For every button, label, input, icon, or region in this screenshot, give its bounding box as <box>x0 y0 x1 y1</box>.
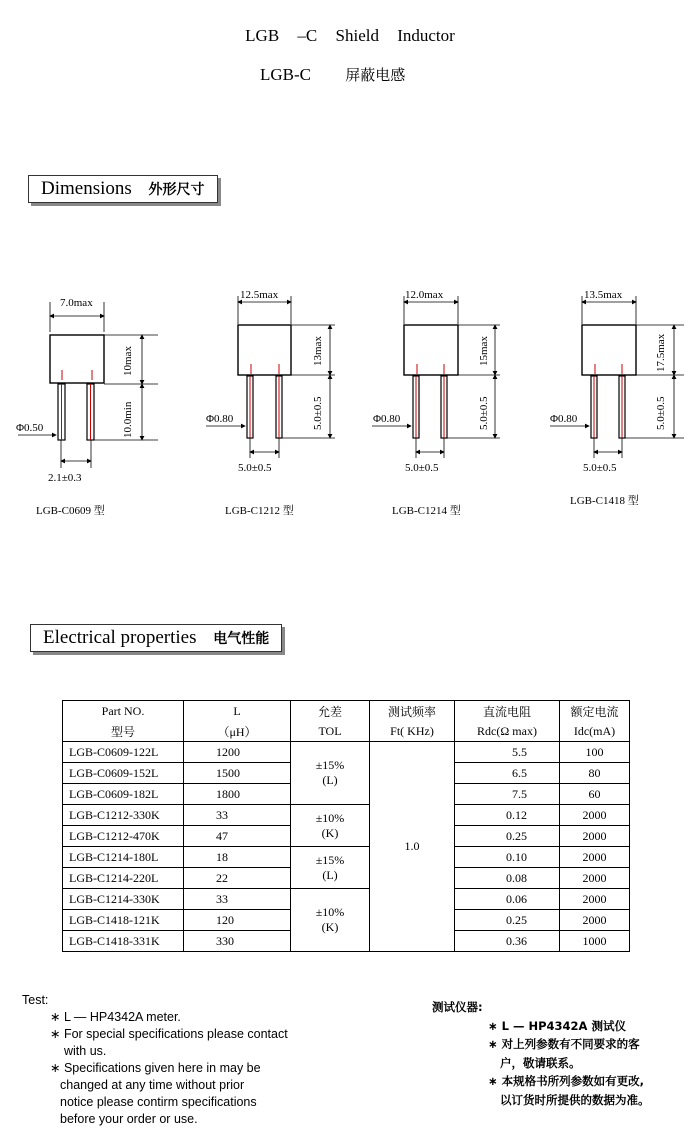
c1418-height-label: 17.5max <box>655 333 667 372</box>
notes-cn-item: 户，敬请联系。 <box>500 1055 581 1070</box>
tol-code: (K) <box>321 920 339 934</box>
header-tol: 允差 <box>291 701 370 722</box>
cell-idc: 80 <box>560 763 630 784</box>
subtitle-cn: 屏蔽电感 <box>345 66 406 84</box>
test-notes-cn <box>432 998 692 1109</box>
cell-l: 1800 <box>184 784 291 805</box>
cell-tol-group <box>291 847 370 889</box>
cell-tol-group <box>291 805 370 847</box>
header-freq: 测试频率 <box>370 701 455 722</box>
tol-code: (L) <box>322 773 338 787</box>
table-header-row-bottom <box>63 721 630 742</box>
dimensions-label-cn: 外形尺寸 <box>148 182 205 198</box>
drawing-c1418 <box>550 289 684 507</box>
cell-idc: 1000 <box>560 931 630 952</box>
header-l-unit: （μH） <box>184 721 291 742</box>
dimension-drawings <box>0 280 700 525</box>
cell-idc: 2000 <box>560 868 630 889</box>
header-rdc: 直流电阻 <box>455 701 560 722</box>
cell-rdc: 0.06 <box>455 889 560 910</box>
c1212-height-label: 13max <box>312 336 324 366</box>
c0609-lead-length-label: 10.0min <box>122 401 134 438</box>
cell-idc: 2000 <box>560 826 630 847</box>
tol-value: ±15% <box>315 852 345 867</box>
notes-en-heading: Test: <box>22 993 49 1007</box>
c1418-pitch-label: 5.0±0.5 <box>583 462 617 474</box>
cell-part: LGB-C1214-180L <box>63 847 184 868</box>
dimensions-label-en: Dimensions <box>41 178 132 199</box>
notes-en-item: changed at any time without prior <box>60 1078 245 1092</box>
cell-idc: 2000 <box>560 805 630 826</box>
c0609-pitch-label: 2.1±0.3 <box>48 472 82 484</box>
table-row <box>63 805 630 826</box>
notes-en-item: ∗ L — HP4342A meter. <box>50 1010 181 1024</box>
c1212-lead-length-label: 5.0±0.5 <box>312 396 324 430</box>
table-row <box>63 742 630 763</box>
tol-value: ±10% <box>315 810 345 825</box>
tol-code: (L) <box>322 867 338 882</box>
cell-part: LGB-C0609-152L <box>63 763 184 784</box>
cell-part: LGB-C1418-121K <box>63 910 184 931</box>
table-row <box>63 847 630 868</box>
electrical-heading <box>30 624 282 652</box>
header-rdc-unit: Rdc(Ω max) <box>455 721 560 742</box>
cell-part: LGB-C1212-330K <box>63 805 184 826</box>
header-freq-unit: Ft( KHz) <box>370 721 455 742</box>
cell-l: 120 <box>184 910 291 931</box>
table-row <box>63 889 630 910</box>
notes-en-item: notice please contirm specifications <box>60 1095 257 1109</box>
notes-cn-item: ∗ L — HP4342A 测试仪 <box>488 1018 626 1033</box>
document-subtitle <box>260 64 405 85</box>
cell-part: LGB-C1212-470K <box>63 826 184 847</box>
tol-code: (K) <box>321 825 339 840</box>
cell-l: 1200 <box>184 742 291 763</box>
cell-l: 330 <box>184 931 291 952</box>
cell-rdc: 0.12 <box>455 805 560 826</box>
notes-cn-item: 以订货时所提供的数据为准。 <box>500 1092 650 1107</box>
cell-l: 18 <box>184 847 291 868</box>
cell-part: LGB-C0609-122L <box>63 742 184 763</box>
drawing-c1214 <box>372 289 500 517</box>
cell-rdc: 6.5 <box>455 763 560 784</box>
c1214-lead-dia-label: Φ0.80 <box>373 413 401 425</box>
c1418-model-label: LGB-C1418 型 <box>570 495 639 507</box>
header-idc: 额定电流 <box>560 701 630 722</box>
header-l: L <box>184 701 291 722</box>
electrical-label-cn: 电气性能 <box>213 631 270 647</box>
subtitle-code: LGB-C <box>260 65 311 84</box>
cell-tol-group <box>291 889 370 952</box>
c1418-lead-length-label: 5.0±0.5 <box>655 396 667 430</box>
notes-en-item: before your order or use. <box>60 1112 198 1126</box>
cell-part: LGB-C1214-330K <box>63 889 184 910</box>
c1214-lead-length-label: 5.0±0.5 <box>478 396 490 430</box>
c1418-width-label: 13.5max <box>584 289 623 301</box>
notes-en-item: with us. <box>64 1044 107 1058</box>
header-part-cn: 型号 <box>63 721 184 742</box>
c1212-width-label: 12.5max <box>240 289 279 301</box>
cell-rdc: 5.5 <box>455 742 560 763</box>
header-tol-en: TOL <box>291 721 370 742</box>
cell-l: 47 <box>184 826 291 847</box>
notes-cn-heading: 测试仪器: <box>432 1000 483 1014</box>
c1214-model-label: LGB-C1214 型 <box>392 505 461 517</box>
c0609-model-label: LGB-C0609 型 <box>36 505 105 517</box>
cell-rdc: 0.10 <box>455 847 560 868</box>
notes-en-item: ∗ For special specifications please contact <box>50 1027 288 1041</box>
c1214-width-label: 12.0max <box>405 289 444 301</box>
c1214-height-label: 15max <box>478 336 490 366</box>
cell-idc: 2000 <box>560 889 630 910</box>
c1212-model-label: LGB-C1212 型 <box>225 505 294 517</box>
document-title: LGB –C Shield Inductor <box>245 26 455 45</box>
cell-l: 1500 <box>184 763 291 784</box>
cell-part: LGB-C1214-220L <box>63 868 184 889</box>
cell-tol-group <box>291 742 370 805</box>
cell-idc: 2000 <box>560 910 630 931</box>
c1212-pitch-label: 5.0±0.5 <box>238 462 272 474</box>
tol-value: ±15% <box>315 758 345 772</box>
cell-rdc: 7.5 <box>455 784 560 805</box>
tol-value: ±10% <box>315 905 345 919</box>
c0609-height-label: 10max <box>122 346 134 376</box>
dimensions-heading <box>28 175 218 203</box>
cell-idc: 2000 <box>560 847 630 868</box>
c0609-lead-dia-label: Φ0.50 <box>16 422 44 434</box>
cell-l: 33 <box>184 889 291 910</box>
header-part: Part NO. <box>63 701 184 722</box>
c1212-lead-dia-label: Φ0.80 <box>206 413 234 425</box>
cell-test-freq: 1.0 <box>370 742 455 952</box>
electrical-spec-table <box>62 700 630 952</box>
cell-rdc: 0.25 <box>455 826 560 847</box>
drawing-c1212 <box>206 289 335 517</box>
electrical-label-en: Electrical properties <box>43 627 197 648</box>
test-notes-en <box>22 992 322 1128</box>
drawing-c0609 <box>16 297 158 517</box>
cell-rdc: 0.08 <box>455 868 560 889</box>
notes-cn-item: ∗ 本规格书所列参数如有更改, <box>488 1074 645 1088</box>
notes-en-item: ∗ Specifications given here in may be <box>50 1061 261 1075</box>
cell-idc: 100 <box>560 742 630 763</box>
cell-l: 33 <box>184 805 291 826</box>
c0609-width-label: 7.0max <box>60 297 93 309</box>
cell-rdc: 0.36 <box>455 931 560 952</box>
cell-rdc: 0.25 <box>455 910 560 931</box>
header-idc-unit: Idc(mA) <box>560 721 630 742</box>
notes-en-list <box>22 1009 322 1128</box>
notes-cn-item: ∗ 对上列参数有不同要求的客 <box>488 1037 640 1051</box>
cell-part: LGB-C1418-331K <box>63 931 184 952</box>
notes-cn-list <box>432 1017 692 1110</box>
table-header-row-top <box>63 701 630 722</box>
cell-idc: 60 <box>560 784 630 805</box>
c1214-pitch-label: 5.0±0.5 <box>405 462 439 474</box>
cell-l: 22 <box>184 868 291 889</box>
cell-part: LGB-C0609-182L <box>63 784 184 805</box>
c1418-lead-dia-label: Φ0.80 <box>550 413 578 425</box>
